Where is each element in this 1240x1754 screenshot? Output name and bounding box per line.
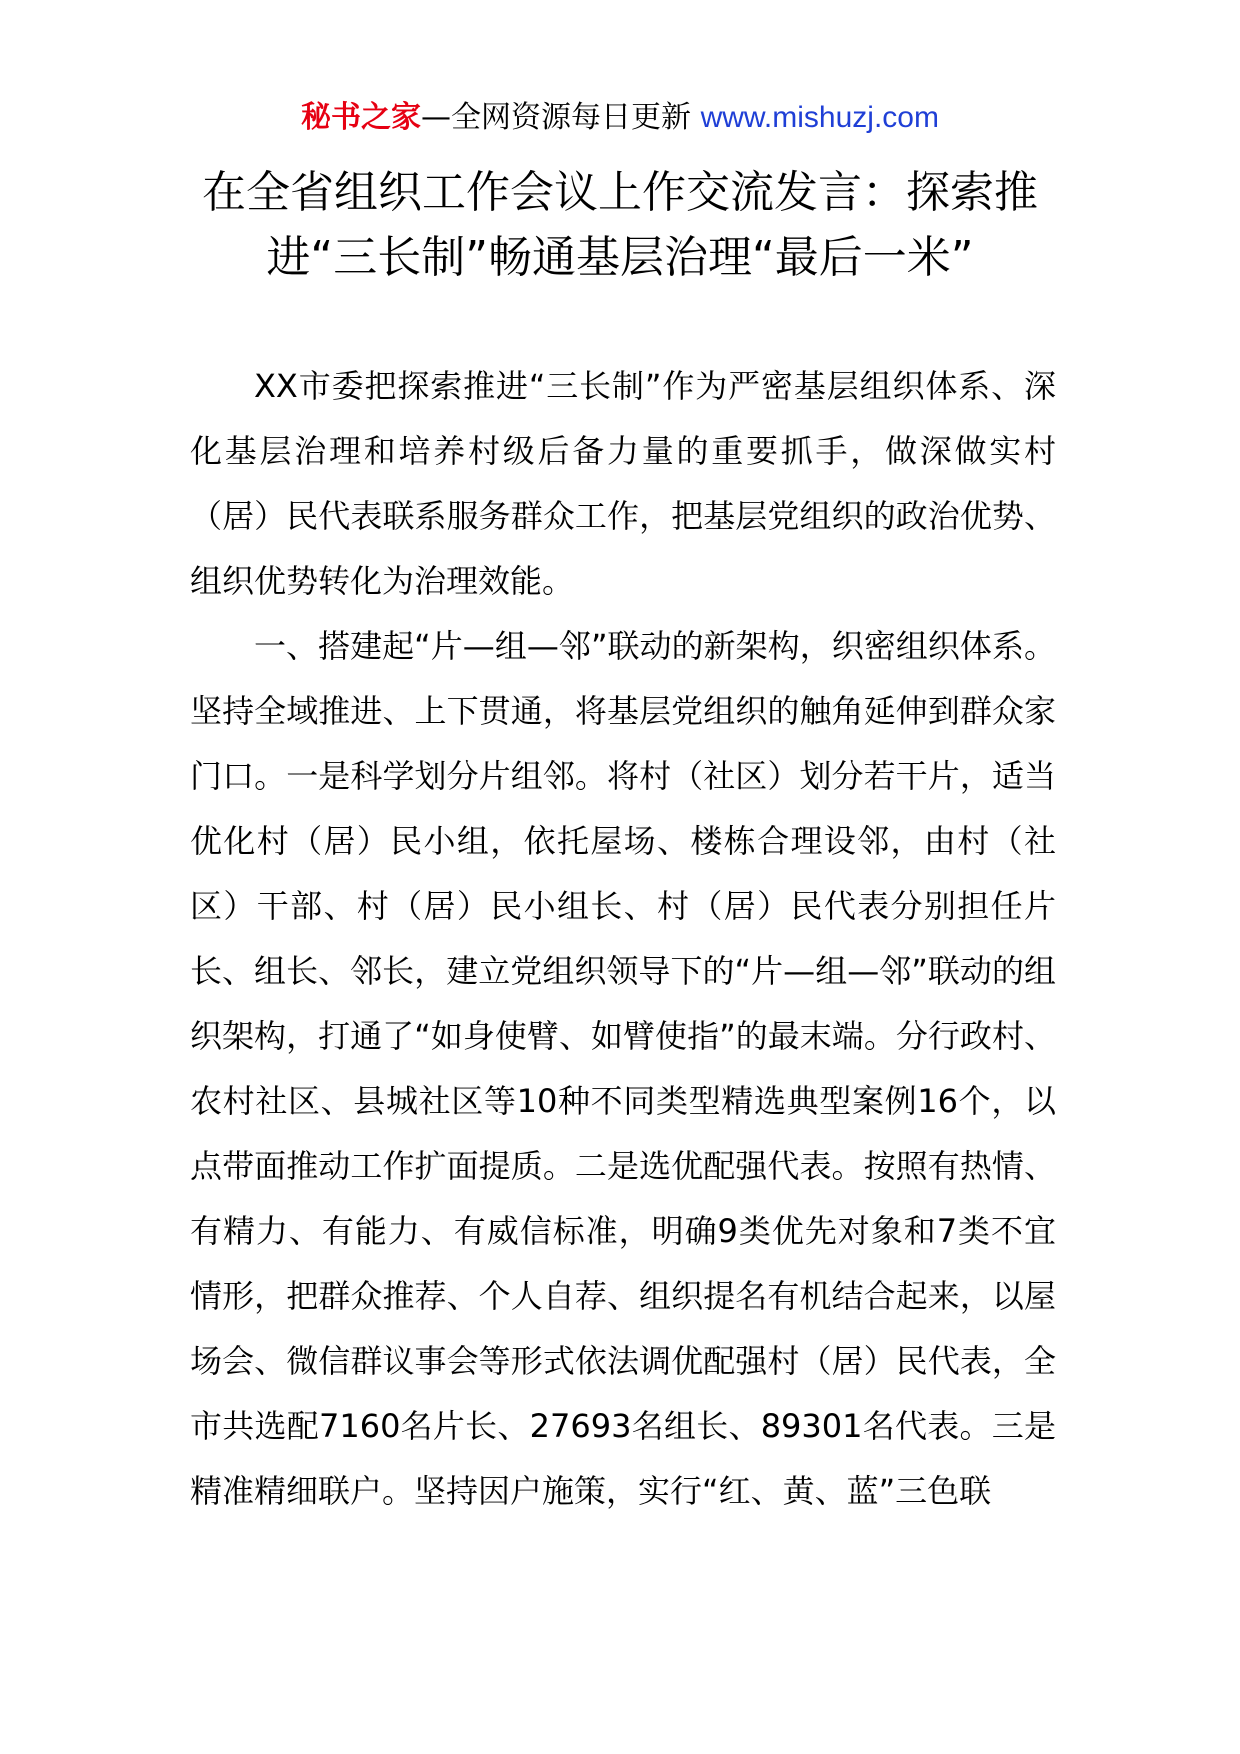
- site-brand: 秘书之家: [301, 100, 422, 135]
- site-url-link[interactable]: www.mishuzj.com: [700, 101, 939, 134]
- document-body: [190, 354, 1056, 1524]
- body-paragraph: XX市委把探索推进“三长制”作为严密基层组织体系、深化基层治理和培养村级后备力量的重要抓手，做深做实村（居）民代表联系服务群众工作，把基层党组织的政治优势、组织优势转化为治理效能。: [190, 367, 1056, 600]
- site-banner: [0, 98, 1240, 138]
- document-title: 在全省组织工作会议上作交流发言：探索推进“三长制”畅通基层治理“最后一米”: [202, 167, 1038, 283]
- site-slogan: —全网资源每日更新: [421, 100, 701, 135]
- body-paragraph: 一、搭建起“片—组—邻”联动的新架构，织密组织体系。坚持全域推进、上下贯通，将基层党组织的触角延伸到群众家门口。一是科学划分片组邻。将村（社区）划分若干片，适当优化村（居）民小组，依托屋场、楼栋合理设邻，由村（社区）干部、村（居）民小组长、村（居）民代表分别担任片长、组长、邻长，建立党组织领导下的“片—组—邻”联动的组织架构，打通了“如身使臂、如臂使指”的最末端。分行政村、农村社区、县城社区等10种不同类型精选典型案例16个，以点带面推动工作扩面提质。二是选优配强代表。按照有热情、有精力、有能力、有威信标准，明确9类优先对象和7类不宜情形，把群众推荐、个人自荐、组织提名有机结合起来，以屋场会、微信群议事会等形式依法调优配强村（居）民代表，全市共选配7160名片长、27693名组长、89301名代表。三是精准精细联户。坚持因户施策，实行“红、黄、蓝”三色联: [190, 627, 1056, 1510]
